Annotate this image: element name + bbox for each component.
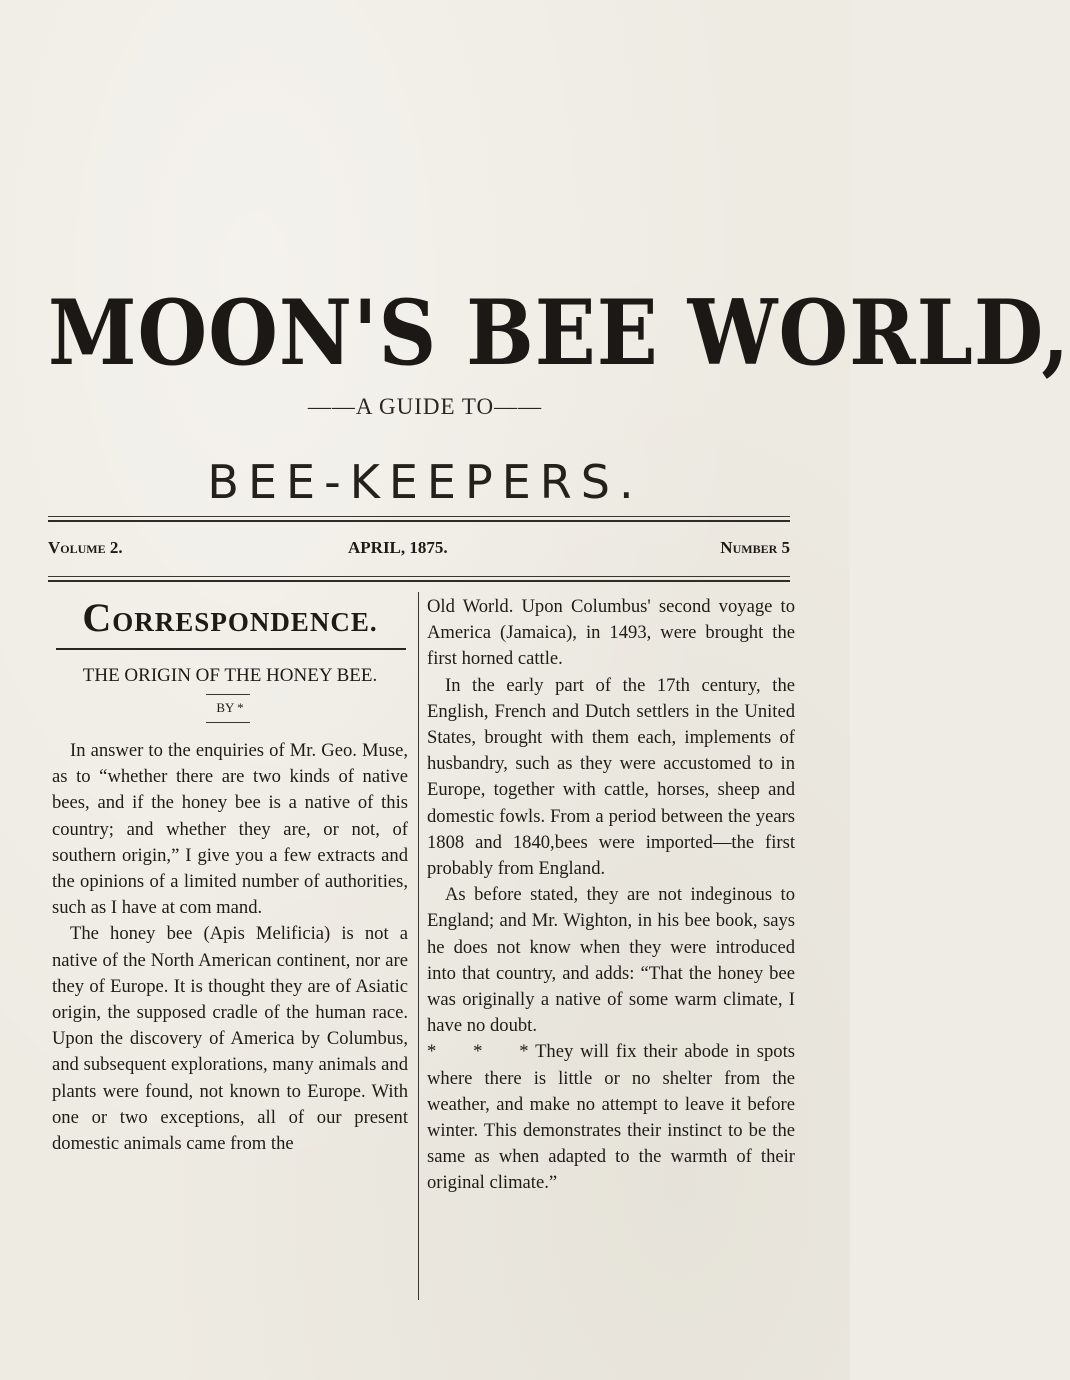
byline-rule-top — [206, 694, 250, 695]
left-body — [52, 738, 408, 1157]
paragraph: The honey bee (Apis Melificia) is not a native of the North American continent, nor are they of Europe. It is thought they are of Asiatic origin, the supposed cradle of the human race. Upon the discovery of America by Columbus, and subsequent explorations, many animals and plants were found, not known to Europe. With one or two exceptions, all of our present domestic animals came from the — [52, 923, 408, 1155]
issue-rule-2 — [48, 580, 790, 582]
issue-rule-1 — [48, 576, 790, 577]
issue-line — [48, 538, 790, 562]
masthead-subtitle: ——A GUIDE TO—— — [307, 394, 543, 419]
top-rule-2 — [48, 520, 790, 522]
section-rule — [56, 648, 406, 650]
paragraph — [427, 1039, 795, 1196]
masthead-tagline: BEE-KEEPERS. — [207, 455, 643, 509]
paragraph-end: This demonstrates their instinct to be the same as when adapted to the warmth of their original climate.” — [427, 1120, 795, 1194]
article-title: THE ORIGIN OF THE HONEY BEE. — [82, 665, 378, 686]
byline — [52, 700, 408, 726]
byline-rule-bottom — [206, 722, 250, 723]
top-rule-1 — [48, 516, 790, 517]
masthead-title: MOON'S BEE WORLD, — [48, 280, 1070, 386]
issue-number: Number 5 — [720, 538, 790, 557]
paragraph: Old World. Upon Columbus' second voyage to America (Jamaica), in 1493, were brought the first horned cattle. — [427, 596, 795, 670]
right-body — [427, 594, 795, 1197]
issue-date: APRIL, 1875. — [348, 538, 448, 557]
column-divider — [418, 592, 419, 1300]
section-initial: C — [82, 595, 113, 640]
paragraph: In the early part of the 17th century, the English, French and Dutch settlers in the United States, brought with them each, implements of husbandry, such as they were accustomed to in Europe, together with cattle, horses, sheep and domestic fowls. From a period between the years 1808 and 1840,bees were imported—the first probably from England. — [427, 674, 795, 880]
section-rest: ORRESPONDENCE. — [112, 607, 378, 637]
left-column — [52, 592, 408, 1157]
paragraph: In answer to the enquiries of Mr. Geo. Muse, as to “whether there are two kinds of native bees, and if the honey bee is a native of this country; and whether they are, or not, of southern origin,” I give you a few extracts and the opinions of a limited number of authorities, such as I have at com mand. — [52, 740, 408, 919]
volume-label: Volume 2. — [48, 538, 123, 557]
byline-text: BY * — [216, 700, 244, 715]
ellipsis-stars: * * * — [427, 1041, 529, 1063]
section-heading — [52, 592, 408, 644]
right-column — [427, 594, 795, 1197]
quote-continuation: They will fix their abode in spots where there is little or no shelter from the weather, and make no attempt to leave it before winter. — [427, 1041, 796, 1142]
paragraph: As before stated, they are not indeginous to England; and Mr. Wighton, in his bee book, says he does not know when they were introduced into that country, and adds: “That the honey bee was originally a native of some warm climate, I have no doubt. — [427, 884, 795, 1037]
